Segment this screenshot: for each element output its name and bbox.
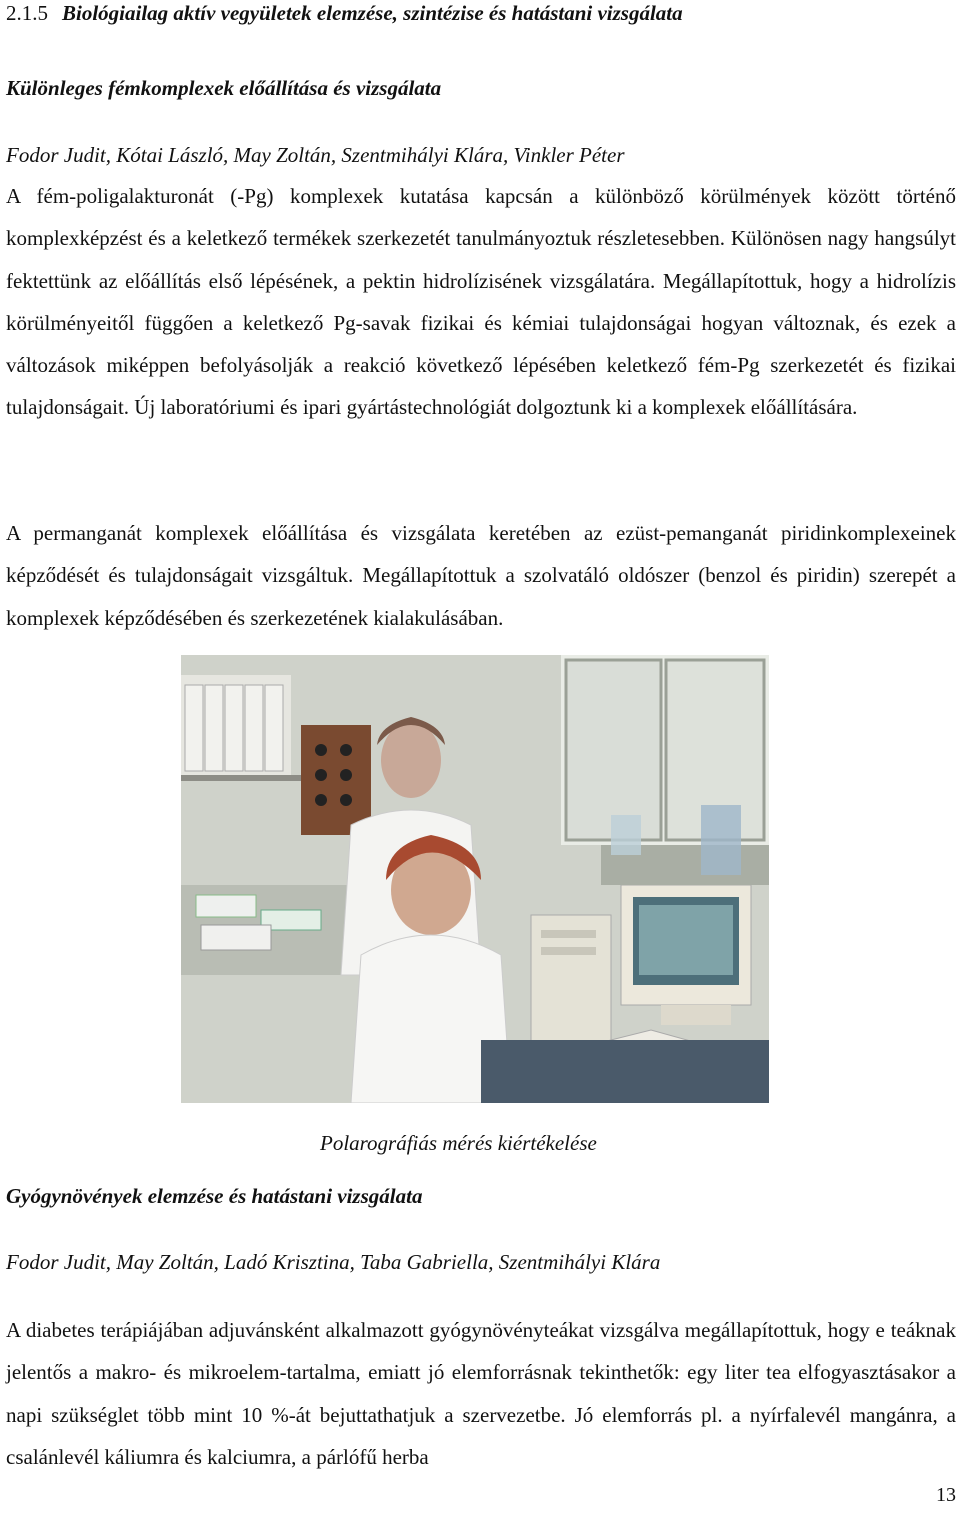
lab-photo (181, 655, 769, 1103)
section-title: Biológiailag aktív vegyületek elemzése, szintézise és hatástani vizsgálata (62, 1, 683, 25)
authors-metal-complexes: Fodor Judit, Kótai László, May Zoltán, Szentmihályi Klára, Vinkler Péter (6, 143, 625, 167)
section-number: 2.1.5 (6, 1, 48, 25)
page-number: 13 (936, 1484, 956, 1506)
figure-caption: Polarográfiás mérés kiértékelése (320, 1131, 597, 1155)
paragraph-herbal-teas: A diabetes terápiájában adjuvánsként alkalmazott gyógynövényteákat vizsgálva megállapítottuk, hogy e teáknak jelentős a makro- és mikroelem-tartalma, emiatt jó elemforrásnak tekinthetők: egy liter tea elfogyasztásakor a napi szükséglet több mint 10 %-át bejuttathatjuk a szervezetbe. Jó elemforrás pl. a nyírfalevél mangánra, a csalánlevél káliumra és kalciumra, a párlófű herba (6, 1318, 956, 1469)
authors-herbs: Fodor Judit, May Zoltán, Ladó Krisztina, Taba Gabriella, Szentmihályi Klára (6, 1250, 661, 1274)
paragraph-polygalacturonate: A fém-poligalakturonát (-Pg) komplexek kutatása kapcsán a különböző körülmények között történő komplexképzést és a keletkező termékek szerkezetét tanulmányoztuk részletesebben. Különösen nagy hangsúlyt fektettünk az előállítás első lépésének, a pektin hidrolízisének vizsgálatára. Megállapítottuk, hogy a hidrolízis körülményeitől függően a keletkező Pg-savak fizikai és kémiai tulajdonságai hogyan változnak, és ezek a változások miképpen befolyásolják a reakció következő lépésében keletkező fém-Pg szerkezetét és fizikai tulajdonságait. Új laboratóriumi és ipari gyártástechnológiát dolgoztunk ki a komplexek előállítására. (6, 184, 956, 420)
subsection-title-metal-complexes: Különleges fémkomplexek előállítása és vizsgálata (6, 76, 442, 100)
subsection-title-herbs: Gyógynövények elemzése és hatástani vizsgálata (6, 1184, 423, 1208)
paragraph-permanganate: A permanganát komplexek előállítása és vizsgálata keretében az ezüst-pemanganát piridinkomplexeinek képződését és tulajdonságait vizsgáltuk. Megállapítottuk a szolvatáló oldószer (benzol és piridin) szerepét a komplexek képződésében és szerkezetének kialakulásában. (6, 521, 956, 630)
section-heading (6, 0, 956, 26)
